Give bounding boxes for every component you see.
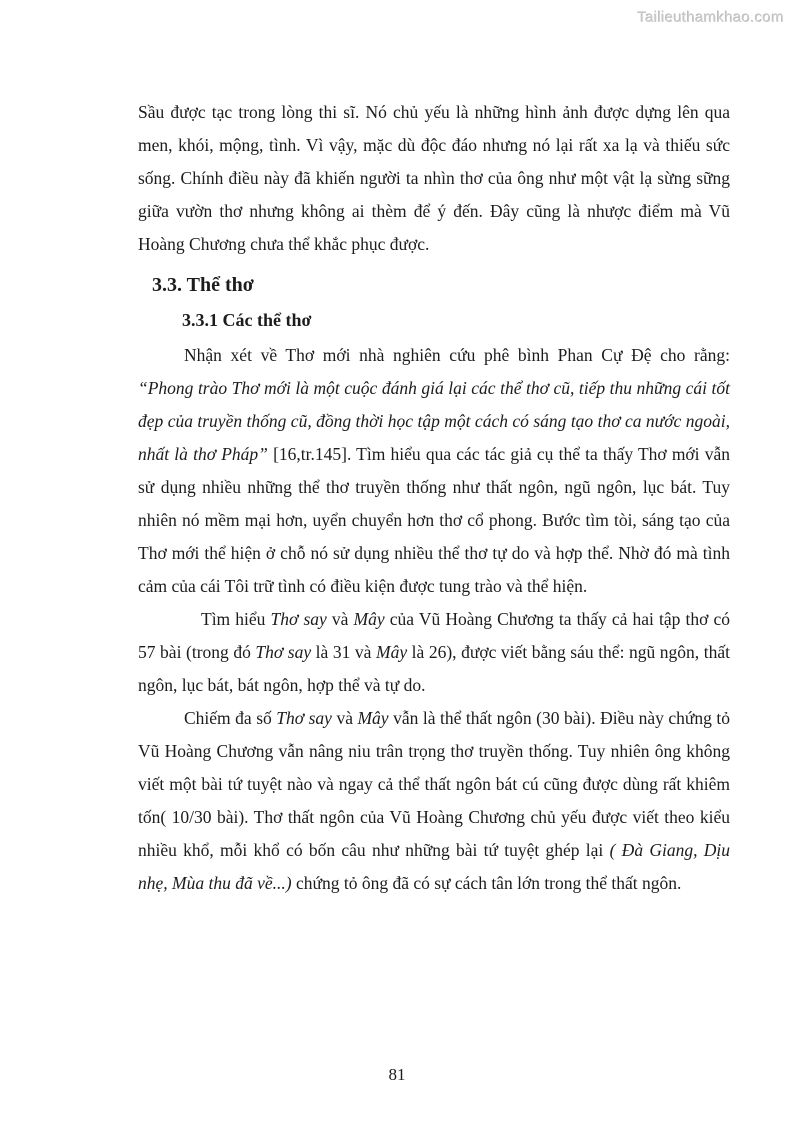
text-run-italic: Thơ say: [276, 708, 332, 728]
paragraph-phan-cu-de-quote: [138, 339, 730, 603]
text-run: Chiếm đa số: [184, 708, 277, 728]
watermark: Tailieuthamkhao.com: [637, 9, 784, 26]
text-run: là 26), được viết bằng sáu thể: ngũ ngôn, thất ngôn, lục bát, bát ngôn, hợp thể và tự do.: [138, 642, 730, 695]
paragraph-intro: [138, 96, 730, 261]
text-run: Sầu được tạc trong lòng thi sĩ. Nó chủ yếu là những hình ảnh được dựng lên qua men, khói, mộng, tình. Vì vậy, mặc dù độc đáo nhưng nó lại rất xa lạ và thiếu sức sống. Chính điều này đã khiến người ta nhìn thơ của ông như một vật lạ sừng sững giữa vườn thơ nhưng không ai thèm để ý đến. Đây cũng là nhược điểm mà Vũ Hoàng Chương chưa thể khắc phục được.: [138, 102, 730, 254]
paragraph-that-ngon-analysis: [138, 702, 730, 900]
text-run-italic: “Phong trào Thơ mới là một cuộc đánh giá lại các thể thơ cũ, tiếp thu những cái tốt đẹp của truyền thống cũ, đồng thời học tập một cách có sáng tạo thơ ca nước ngoài, nhất là thơ Pháp”: [138, 378, 730, 464]
page-number: 81: [388, 1065, 406, 1084]
text-run: của Vũ Hoàng Chương ta thấy cả hai tập thơ có 57 bài (trong đó: [138, 609, 731, 662]
text-run: Tìm hiểu: [201, 609, 271, 629]
text-run-italic: Mây: [357, 708, 389, 728]
section-heading: 3.3. Thể thơ: [152, 274, 254, 296]
subsection-heading: 3.3.1 Các thể thơ: [182, 310, 312, 330]
text-run-italic: Mây: [376, 642, 408, 662]
page-content: [138, 96, 730, 900]
text-run-italic: ( Đà Giang, Dịu nhẹ, Mùa thu đã về...): [138, 840, 730, 893]
text-run: Nhận xét về Thơ mới nhà nghiên cứu phê bình Phan Cự Đệ cho rằng:: [184, 345, 730, 365]
text-run-italic: Thơ say: [270, 609, 327, 629]
text-run: vẫn là thể thất ngôn (30 bài). Điều này chứng tỏ Vũ Hoàng Chương vẫn nâng niu trân trọng thơ truyền thống. Tuy nhiên ông không viết một bài tứ tuyệt nào và ngay cả thể thất ngôn bát cú cũng được dùng rất khiêm tốn( 10/30 bài). Thơ thất ngôn của Vũ Hoàng Chương chủ yếu được viết theo kiểu nhiều khổ, mỗi khổ có bốn câu như những bài tứ tuyệt ghép lại: [138, 708, 731, 860]
text-run-italic: Thơ say: [255, 642, 312, 662]
text-run: chứng tỏ ông đã có sự cách tân lớn trong thể thất ngôn.: [291, 873, 682, 893]
text-run: và: [331, 708, 358, 728]
text-run-italic: Mây: [353, 609, 385, 629]
text-run: là 31 và: [311, 642, 376, 662]
paragraph-tho-say-may-counts: [138, 603, 730, 702]
text-run: [16,tr.145]. Tìm hiểu qua các tác giả cụ thể ta thấy Thơ mới vẫn sử dụng nhiều những thể thơ truyền thống như thất ngôn, ngũ ngôn, lục bát. Tuy nhiên nó mềm mại hơn, uyển chuyển hơn thơ cổ phong. Bước tìm tòi, sáng tạo của Thơ mới thể hiện ở chỗ nó sử dụng nhiều thể thơ tự do và hợp thể. Nhờ đó mà tình cảm của cái Tôi trữ tình có điều kiện được tung trào và thể hiện.: [138, 444, 730, 596]
text-run: và: [326, 609, 354, 629]
